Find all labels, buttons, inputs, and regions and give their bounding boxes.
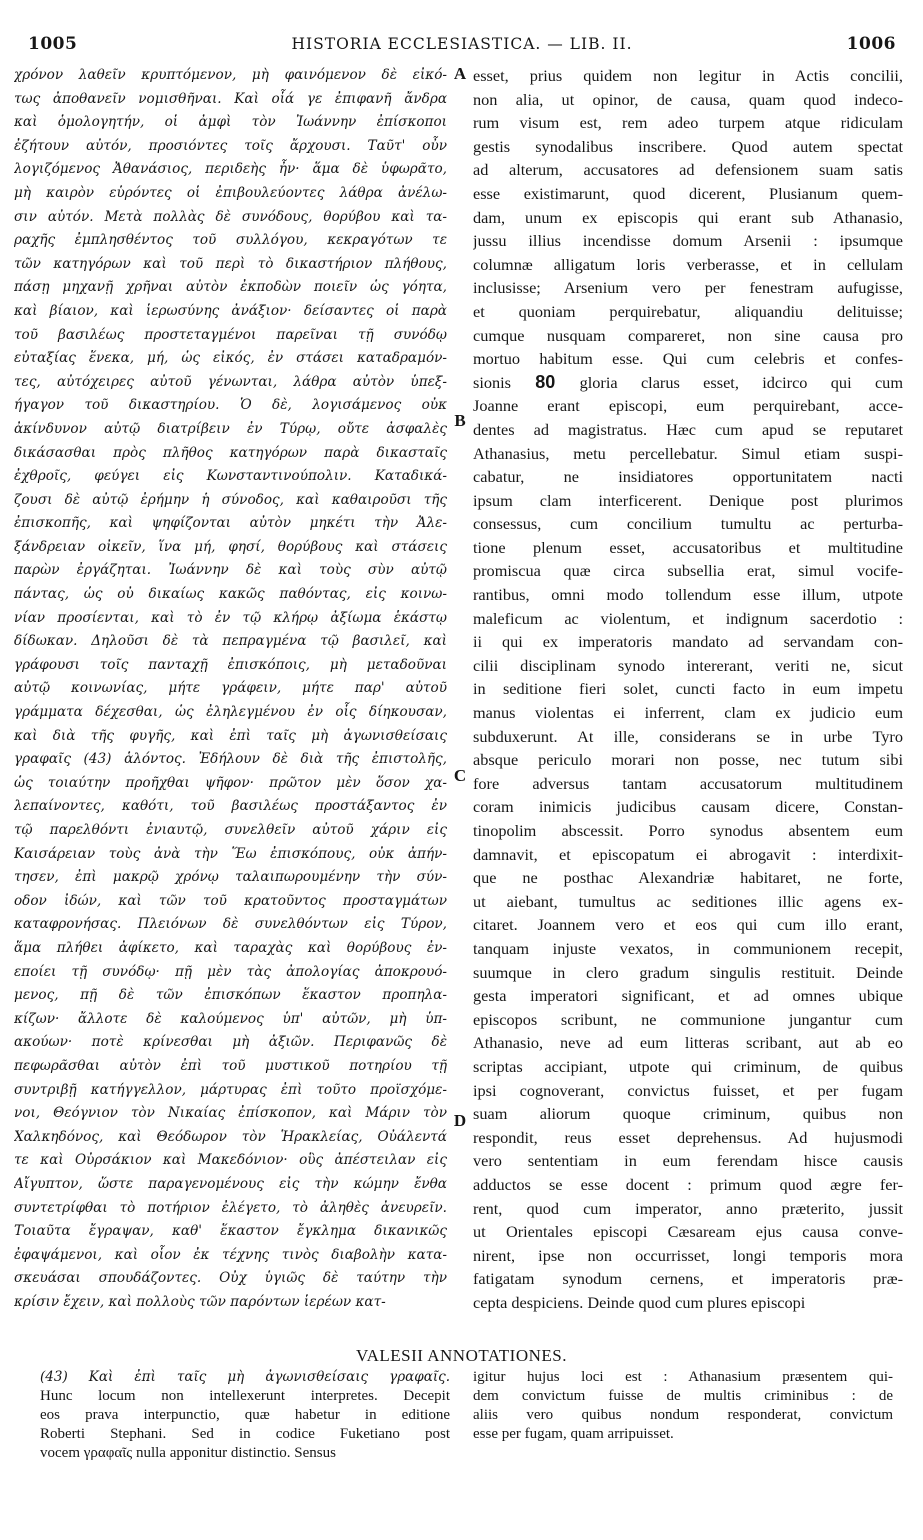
greek-text-line: λογιζόμενος Ἀθανάσιος, περιδεὴς ἦν· ἅμα δὲ ὑφωρᾶτο,: [14, 161, 447, 178]
greek-text-line: σιν αὐτόν. Μετὰ πολλὰς δὲ συνόδους, θορύβου καὶ τα-: [14, 208, 447, 225]
latin-text-line: adductos se esse docent : primum quod ægre fer-: [473, 1174, 903, 1194]
latin-text-line: consessus, cum concilium tumultu ac perturba-: [473, 514, 903, 534]
greek-text-line: συντετρίφθαι τὸ ποτήριον ἐλέγετο, τὸ ἀληθὲς ἀνευρεῖν.: [14, 1199, 447, 1216]
greek-text-line: νοι, Θεόγνιον τὸν Νικαίας ἐπίσκοπον, καὶ Μάριν τὸν: [14, 1105, 447, 1122]
latin-text-line: cumque nusquam compareret, non sine causa pro: [473, 325, 903, 345]
greek-text-line: ραχῆς ἐμπλησθέντος τοῦ συλλόγου, κεκραγότων τε: [14, 232, 447, 249]
annotation-line: aliis vero quibus nondum responderat, convictum: [473, 1407, 893, 1423]
latin-text-line: [473, 371, 903, 395]
greek-text-line: τως ἀποθανεῖν νομισθῆναι. Καὶ οἷά γε ἐπιφανῆ ἄνδρα: [14, 90, 447, 107]
greek-text-line: πεφωρᾶσθαι αὐτὸν ἐπὶ τοῦ μυστικοῦ ποτηρίου τῇ: [14, 1057, 447, 1074]
margin-marker-b: B: [454, 411, 466, 430]
margin-marker-a: A: [453, 64, 467, 83]
annotation-line: Hunc locum non intellexerunt interpretes. Decepit: [40, 1388, 450, 1404]
latin-text-line: gestis synodalibus inscribere. Quod autem spectat: [473, 136, 903, 156]
latin-text-line: scriptas accipiant, utpote qui criminum, de quibus: [473, 1056, 903, 1076]
latin-text-line: Athanasius, metu percellebatur. Simul etiam suspi-: [473, 443, 903, 463]
margin-marker-d: D: [453, 1111, 467, 1130]
latin-text-line: Athanasio, neve ad eum litteras scribant, aut ab eo: [473, 1033, 903, 1053]
latin-text-line: rantibus, omni modo tollendum esse illum, utpote: [473, 585, 903, 605]
greek-text-line: χρόνον λαθεῖν κρυπτόμενον, μὴ φαινόμενον δὲ εἰκό-: [14, 67, 447, 83]
greek-text-line: ἐζήτουν αὐτόν, προσιόντες τοῖς ἄρχουσι. Ταῦτ' οὖν: [14, 137, 447, 154]
greek-text-line: γράφουσι τοῖς πανταχῇ ἐπισκόποις, μὴ μεταδοῦναι: [14, 656, 447, 673]
greek-text-line: καὶ βίαιον, καὶ ἱερωσύνης ἀνάξιον· δείσαντες οἱ παρὰ: [14, 302, 447, 319]
latin-text-line: tanquam injuste vexatos, in communionem recepit,: [473, 938, 903, 958]
latin-text-line: ipsum clam interficerent. Denique post plurimos: [473, 490, 903, 510]
latin-text-line: non alia, ut opinor, de causa, quam quod indeco-: [473, 89, 903, 109]
latin-text-line: rent, quod cum imperator, anno præterito, jussit: [473, 1198, 903, 1218]
greek-text-line: καὶ ὁμολογητήν, οἱ ἀμφὶ τὸν Ἰωάννην ἐπίσκοποι: [14, 114, 447, 131]
latin-text-line: cilii disciplinam synodo intererant, veriti ne, sicut: [473, 655, 903, 675]
latin-text-line: jussu illius incendisse domum Arsenii : ipsumque: [473, 231, 903, 251]
latin-text-line: fatigatam synodum cernens, et imperatoris præ-: [473, 1269, 903, 1289]
latin-text-line: tinopolim abscessit. Porro synodus absentem eum: [473, 821, 903, 840]
greek-text-line: ὡς τοιαύτην προῆχθαι ψῆφον· πρῶτον μὲν ὅσον χα-: [14, 774, 447, 791]
latin-text-line: dentes ad magistratus. Hæc cum apud se reputaret: [473, 419, 903, 439]
greek-text-line: πάσῃ μηχανῇ χρῆναι αὐτὸν ἐκποδὼν ποιεῖν ὡς γόητα,: [14, 279, 447, 296]
greek-text-line: ἐφαψάμενοι, καὶ οἷον ἐκ τέχνης τινὸς διαβολὴν κατα-: [14, 1246, 447, 1263]
latin-text-fragment: sionis: [473, 372, 512, 392]
latin-text-line: subduxerunt. At ille, considerans se in urbe Tyro: [473, 726, 903, 746]
greek-text-line: κίζων· ἄλλοτε δὲ καλούμενος ὑπ' αὐτῶν, μὴ ὑπ-: [14, 1010, 447, 1027]
greek-text-column: [14, 64, 447, 1344]
greek-text-line: τες, αὐτόχειρες αὐτοῦ γένωνται, λάθρα αὐτὸν ὑπεξ-: [14, 373, 447, 390]
greek-text-line: τησεν, ἐπὶ μακρῷ χρόνῳ ταλαιπωρουμένην τὴν σύν-: [14, 869, 447, 886]
greek-text-line: ἐπισκοπῆς, καὶ ψηφίζονται αὐτὸν μηκέτι τὴν Ἀλε-: [14, 515, 447, 532]
greek-text-line: γραφαῖς (43) ἁλόντος. Ἐδήλουν δὲ διὰ τῆς ἐπιστολῆς,: [14, 751, 447, 768]
latin-text-line: cepta despiciens. Deinde quod cum plures episcopi: [473, 1292, 806, 1312]
running-header: [28, 34, 896, 58]
latin-text-line: suam aliorum quoque criminum, quibus non: [473, 1104, 903, 1124]
latin-text-line: et quoniam perquirebatur, aliquandiu delituisse;: [473, 301, 903, 321]
greek-text-line: ήγαγον τοῦ δικαστηρίου. Ὁ δὲ, λογισάμενος οὐκ: [14, 397, 447, 414]
latin-text-line: nirent, ipse non occurrisset, longi temporis mora: [473, 1245, 903, 1265]
greek-text-line: καταφρονήσας. Πλειόνων δὲ συνελθόντων εἰς Τύρον,: [14, 916, 447, 933]
latin-text-line: manus violentas ei inferrent, clam ex judicio eum: [473, 703, 903, 723]
margin-marker-c: C: [453, 766, 467, 785]
latin-text-line: esse existimarunt, quod dicerent, Plusianum quem-: [473, 183, 903, 203]
greek-text-line: ακούων· ποτὲ κρίνεσθαι μὴ ἀξιῶν. Περιφανῶς δὲ: [14, 1034, 447, 1051]
latin-text-line: absque periculo morari non posse, nec tutum sibi: [473, 750, 903, 770]
latin-text-line: ii qui ex imperatoris mandato ad servandam con-: [473, 632, 903, 652]
greek-text-line: ζουσι δὲ αὐτῷ ἐρήμην ἡ σύνοδος, καὶ καθαιροῦσι τῆς: [14, 491, 447, 508]
annotation-line: (43) Καὶ ἐπὶ ταῖς μὴ ἀγωνισθείσαις γραφαῖς.: [40, 1369, 450, 1385]
latin-text-line: gesta imperatori significant, et ad omnes ubique: [473, 986, 903, 1006]
latin-text-line: inclusisse; Arsenium vero per fenestram aufugisse,: [473, 278, 903, 298]
latin-text-line: damnavit, et episcopatum ei abrogavit : interdixit-: [473, 844, 903, 864]
latin-text-line: respondit, reus esset deprehensus. Ad hujusmodi: [473, 1127, 903, 1147]
greek-text-line: τοῦ βασιλέως προστεταγμένοι παρεῖναι τῇ συνόδῳ: [14, 326, 447, 343]
latin-text-line: promiscua quæ circa subsellia erat, simul vocife-: [473, 561, 903, 581]
latin-text-line: ut aiebant, tumultus ac seditiones illic agens ex-: [473, 891, 903, 911]
annotation-line: vocem γραφαῖς nulla apponitur distinctio. Sensus: [40, 1445, 336, 1461]
latin-text-line: suumque in clero gradum singulis restituit. Deinde: [473, 962, 903, 982]
greek-text-line: οδον ἰδών, καὶ τῶν τοῦ κρατοῦντος προσταγμάτων: [14, 892, 447, 909]
latin-text-line: in seditione fieri solet, cuncti facto in eum impetu: [473, 679, 903, 699]
greek-text-line: τῶν κατηγόρων καὶ τοῦ περὶ τὸ δικαστήριον πλήθους,: [14, 255, 447, 272]
latin-text-line: Joanne erant episcopi, eum perquirebant, acce-: [473, 396, 903, 416]
annotations-right-column: [473, 1368, 893, 1444]
page-number-right: 1006: [846, 34, 896, 54]
latin-text-line: cabatur, ne insidiatores opportunitatem nacti: [473, 467, 903, 487]
latin-text-line: ipsi cognoverant, convictus fuisset, et per fugam: [473, 1080, 903, 1100]
annotation-line: Roberti Stephani. Sed in codice Fuketiano post: [40, 1426, 450, 1442]
greek-text-line: λεπαίνοντες, καθότι, τοῦ βασιλέως προστάξαντος ἐν: [14, 798, 447, 815]
page-number-left: 1005: [28, 34, 78, 54]
greek-text-line: συντριβῇ κατήγγελλον, μάρτυρας ἐπὶ τοῦτο προϊσχόμε-: [14, 1081, 447, 1098]
greek-text-line: τε καὶ Οὐρσάκιον καὶ Μακεδόνιον· οὓς ἀπέστειλαν εἰς: [14, 1152, 447, 1169]
greek-text-line: Τοιαῦτα ἔγραψαν, καθ' ἕκαστον ἔγκλημα δικανικῶς: [14, 1223, 447, 1240]
greek-text-line: εποίει τῇ συνόδῳ· πῇ μὲν τὰς ἀπολογίας ἀποκρουό-: [14, 963, 447, 980]
annotation-line: esse per fugam, quam arripuisset.: [473, 1426, 674, 1442]
latin-text-line: ut Orientales episcopi Cæsaream ejus causa conve-: [473, 1222, 903, 1242]
greek-text-line: σκευάσαι σπουδάζοντες. Οὐχ ὑγιῶς δὲ ταύτην τὴν: [14, 1270, 447, 1287]
latin-text-line: coram inimicis judicibus causam dicere, Constan-: [473, 797, 903, 817]
latin-text-line: ad alterum, accusatores ad defensionem suam satis: [473, 160, 903, 180]
greek-text-line: καὶ διὰ τῆς φυγῆς, καὶ ἐπὶ ταῖς μὴ ἀγωνισθείσαις: [14, 727, 447, 744]
greek-text-line: ἀκίνδυνον αὐτῷ διατρίβειν ἐν Τύρῳ, οὔτε ἀσφαλὲς: [14, 420, 447, 437]
greek-text-line: Καισάρειαν τοὺς ἀνὰ τὴν Ἕω ἐπισκόπους, οὐκ ἀπήν-: [14, 845, 447, 862]
latin-text-line: columnæ alligatum loris verberasse, et in cellulam: [473, 254, 903, 274]
running-title: HISTORIA ECCLESIASTICA. — LIB. II.: [291, 35, 633, 53]
latin-text-line: mortuo habitum esse. Qui cum celebris et confes-: [473, 349, 903, 369]
latin-text-line: dam, unum ex episcopis qui erant sub Athanasio,: [473, 207, 903, 227]
greek-text-line: εὐταξίας ἕνεκα, μή, ὡς εἰκός, ἐν στάσει καταδραμόν-: [14, 350, 447, 367]
greek-text-line: παρὼν ἐργάζηται. Ἰωάννην δὲ καὶ τοὺς σὺν αὐτῷ: [14, 562, 447, 579]
greek-text-line: μενος, πῇ δὲ τῶν ἐπισκόπων ἕκαστον προπηλα-: [14, 987, 447, 1004]
greek-text-line: δίδωκαν. Δηλοῦσι δὲ τὰ πεπραγμένα τῷ βασιλεῖ, καὶ: [14, 633, 447, 650]
annotations-title: VALESII ANNOTATIONES.: [356, 1346, 567, 1365]
greek-text-line: ἐχθροῖς, φεύγει εἰς Κωνσταντινούπολιν. Καταδικά-: [14, 468, 447, 485]
latin-text-column: [473, 64, 903, 1344]
annotation-line: eos prava interpunctio, quæ habetur in editione: [40, 1407, 450, 1423]
greek-text-line: ἅμα πλήθει ἀφίκετο, καὶ ταραχὰς καὶ θορύβους ἐν-: [14, 939, 447, 956]
bold-section-number: 80: [511, 371, 580, 392]
greek-text-line: Χαλκηδόνος, καὶ Θεόδωρον τὸν Ἡρακλείας, Οὐάλεντά: [14, 1128, 447, 1145]
latin-text-line: vero sententiam in eum ferendam hisce causis: [473, 1151, 903, 1171]
latin-text-line: maleficum ac violentum, et indignum sacerdotio :: [473, 608, 903, 628]
greek-text-line: κρίσιν ἔχειν, καὶ πολλοὺς τῶν παρόντων ἱερέων κατ-: [14, 1293, 386, 1310]
latin-text-line: fore adversus tantam accusatorum multitudinem: [473, 773, 903, 793]
greek-text-line: τῷ παρελθόντι ἐνιαυτῷ, συνελθεῖν αὐτοῦ χάριν εἰς: [14, 822, 447, 838]
latin-text-line: episcopos scribunt, ne communione jungantur cum: [473, 1009, 903, 1029]
greek-text-line: νίαν προσίενται, καὶ τὸ ἐν τῷ κλήρῳ ἀξίωμα ἑκάστῳ: [14, 609, 447, 626]
greek-text-line: Αἴγυπτον, ὥστε παραγενομένους εἰς τὴν κώμην ἔνθα: [14, 1175, 447, 1192]
greek-text-line: αὐτῷ κοινωνίας, μήτε γράφειν, μήτε παρ' αὐτοῦ: [14, 680, 447, 697]
greek-text-line: μὴ καιρὸν εὑρόντες οἱ ἐπιβουλεύοντες λάθρα ἀνέλω-: [14, 184, 447, 201]
latin-text-line: citaret. Joannem vero et eos qui cum illo erant,: [473, 915, 903, 935]
latin-text-line: tione plenum esset, accusatoribus et multitudine: [473, 537, 903, 557]
latin-text-line: rum visum est, rem adeo turpem atque ridiculam: [473, 113, 903, 133]
annotations-left-column: [40, 1368, 450, 1463]
annotation-line: igitur hujus loci est : Athanasium præsentem qui-: [473, 1369, 893, 1385]
latin-text-line: esset, prius quidem non legitur in Actis concilii,: [473, 66, 903, 85]
annotation-line: dem convictum fuisse de multis criminibus : de: [473, 1388, 893, 1404]
latin-text-fragment: gloria clarus esset, idcirco qui cum: [579, 372, 903, 392]
greek-text-line: γράμματα δέχεσθαι, ὡς ἐληλεγμένου ἐν οἷς δίηκουσαν,: [14, 704, 447, 721]
greek-text-line: πάντας, ὡς οὐ δικαίως κακῶς παθόντας, εἰς κοινω-: [14, 586, 447, 603]
greek-text-line: δικάσασθαι πρὸς πλῆθος κατηγόρων παρὰ δικασταῖς: [14, 444, 447, 461]
latin-text-line: que ne posthac Alexandriæ habitaret, ne forte,: [473, 868, 903, 888]
greek-text-line: ξάνδρειαν οἰκεῖν, ἵνα μή, φησί, θορύβους καὶ στάσεις: [14, 538, 447, 555]
